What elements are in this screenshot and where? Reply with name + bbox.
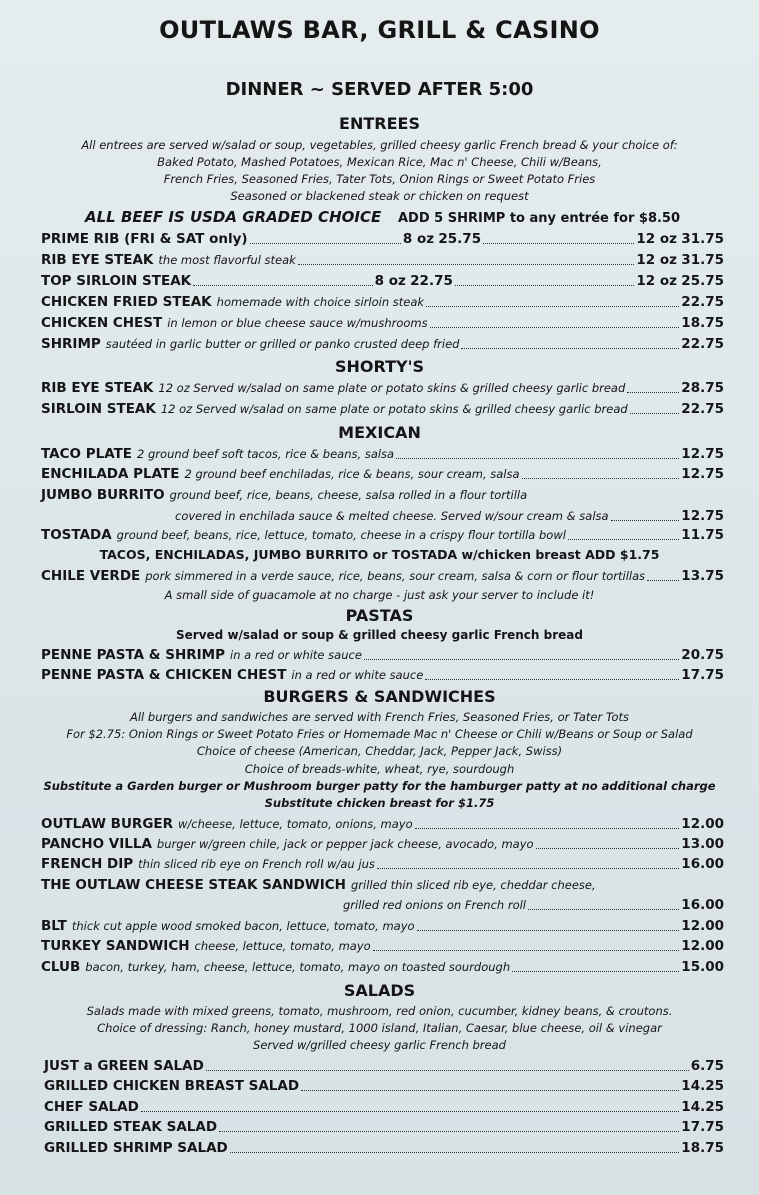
menu-item bbox=[41, 568, 724, 584]
menu-item bbox=[41, 647, 724, 663]
item-desc: thick cut apple wood smoked bacon, lettuce, tomato, mayo bbox=[71, 919, 415, 933]
item-desc: 12 oz Served w/salad on same plate or potato skins & grilled cheesy garlic bread bbox=[158, 381, 626, 395]
menu-item bbox=[41, 816, 724, 832]
item-price: 22.75 bbox=[681, 294, 724, 310]
item-name: CHICKEN CHEST bbox=[41, 315, 163, 331]
item-name: TOP SIRLOIN STEAK bbox=[41, 273, 192, 289]
leader-dots bbox=[528, 906, 679, 910]
entrees-note: All entrees are served w/salad or soup, vegetables, grilled cheesy garlic French bread & your choice of: bbox=[81, 138, 678, 152]
item-name: CLUB bbox=[41, 959, 81, 975]
menu-item bbox=[41, 401, 724, 417]
chicken-substitute-note: Substitute chicken breast for $1.75 bbox=[264, 796, 495, 810]
leader-dots bbox=[425, 676, 679, 680]
item-name: RIB EYE STEAK bbox=[41, 380, 154, 396]
menu-item bbox=[41, 856, 724, 872]
menu-item bbox=[41, 667, 724, 683]
dinner-subtitle: DINNER ~ SERVED AFTER 5:00 bbox=[225, 79, 534, 100]
burgers-note: Choice of cheese (American, Cheddar, Jack, Pepper Jack, Swiss) bbox=[196, 744, 563, 758]
leader-dots bbox=[426, 303, 679, 307]
item-desc: sautéed in garlic butter or grilled or panko crusted deep fried bbox=[105, 337, 460, 351]
item-price: 14.25 bbox=[681, 1099, 724, 1115]
item-desc: ground beef, rice, beans, cheese, salsa rolled in a flour tortilla bbox=[169, 488, 528, 502]
salads-note: Choice of dressing: Ranch, honey mustard, 1000 island, Italian, Caesar, blue cheese, oil & vinegar bbox=[97, 1021, 662, 1035]
item-price: 12.00 bbox=[681, 938, 724, 954]
item-name: JUMBO BURRITO bbox=[41, 487, 165, 503]
mexican-heading: MEXICAN bbox=[338, 423, 421, 442]
leader-dots bbox=[647, 577, 679, 581]
item-price: 12.75 bbox=[681, 466, 724, 482]
menu-item bbox=[41, 836, 724, 852]
item-price: 14.25 bbox=[681, 1078, 724, 1094]
item-desc: thin sliced rib eye on French roll w/au jus bbox=[138, 857, 375, 871]
item-desc: cheese, lettuce, tomato, mayo bbox=[194, 939, 371, 953]
item-price: 12.00 bbox=[681, 918, 724, 934]
item-name: TACO PLATE bbox=[41, 446, 133, 462]
salads-note: Salads made with mixed greens, tomato, mushroom, red onion, cucumber, kidney beans, & croutons. bbox=[86, 1004, 673, 1018]
item-name: GRILLED CHICKEN BREAST SALAD bbox=[44, 1078, 300, 1094]
item-name: ENCHILADA PLATE bbox=[41, 466, 180, 482]
item-desc: in lemon or blue cheese sauce w/mushrooms bbox=[167, 316, 428, 330]
item-price: 18.75 bbox=[681, 1140, 724, 1156]
item-desc: the most flavorful steak bbox=[158, 253, 296, 267]
leader-dots bbox=[396, 455, 679, 459]
item-price: 17.75 bbox=[681, 667, 724, 683]
add-shrimp-note: ADD 5 SHRIMP to any entrée for $8.50 bbox=[398, 211, 681, 226]
leader-dots bbox=[455, 282, 635, 286]
leader-dots bbox=[630, 410, 680, 414]
menu-item bbox=[41, 918, 724, 934]
entrees-note: Seasoned or blackened steak or chicken on request bbox=[230, 189, 529, 203]
leader-dots bbox=[430, 324, 680, 328]
entrees-note: Baked Potato, Mashed Potatoes, Mexican Rice, Mac n' Cheese, Chili w/Beans, bbox=[157, 155, 602, 169]
menu-item bbox=[41, 252, 724, 268]
item-price: 22.75 bbox=[681, 336, 724, 352]
item-name: TOSTADA bbox=[41, 527, 112, 543]
item-desc: covered in enchilada sauce & melted cheese. Served w/sour cream & salsa bbox=[175, 509, 609, 523]
burgers-heading: BURGERS & SANDWICHES bbox=[263, 687, 496, 706]
item-price: 22.75 bbox=[681, 401, 724, 417]
menu-item bbox=[41, 294, 724, 310]
entrees-heading: ENTREES bbox=[339, 114, 420, 133]
burgers-note: All burgers and sandwiches are served with French Fries, Seasoned Fries, or Tater Tots bbox=[130, 710, 629, 724]
item-name: SHRIMP bbox=[41, 336, 101, 352]
item-desc: in a red or white sauce bbox=[230, 648, 362, 662]
item-size: 12 oz bbox=[636, 273, 677, 289]
item-price: 15.00 bbox=[681, 959, 724, 975]
burgers-note: For $2.75: Onion Rings or Sweet Potato Fries or Homemade Mac n' Cheese or Chili w/Beans or Soup or Salad bbox=[66, 727, 693, 741]
leader-dots bbox=[611, 517, 680, 521]
item-price: 25.75 bbox=[681, 273, 724, 289]
item-size: 12 oz bbox=[636, 231, 677, 247]
item-desc: burger w/green chile, jack or pepper jack cheese, avocado, mayo bbox=[156, 837, 534, 851]
leader-dots bbox=[461, 345, 679, 349]
item-size: 8 oz bbox=[374, 273, 406, 289]
leader-dots bbox=[417, 927, 680, 931]
item-price: 22.75 bbox=[410, 273, 453, 289]
menu-item bbox=[44, 1119, 724, 1135]
item-price: 25.75 bbox=[438, 231, 482, 247]
menu-item bbox=[41, 466, 724, 482]
item-price: 12.75 bbox=[681, 446, 724, 462]
leader-dots bbox=[536, 845, 680, 849]
item-name: PENNE PASTA & SHRIMP bbox=[41, 647, 226, 663]
item-size: 12 oz bbox=[636, 252, 677, 268]
item-desc: 12 oz Served w/salad on same plate or potato skins & grilled cheesy garlic bread bbox=[160, 402, 628, 416]
menu-item bbox=[41, 487, 724, 503]
item-price: 13.00 bbox=[681, 836, 724, 852]
item-price: 31.75 bbox=[681, 252, 724, 268]
leader-dots bbox=[483, 240, 634, 244]
item-name: CHILE VERDE bbox=[41, 568, 141, 584]
leader-dots bbox=[377, 865, 679, 869]
leader-dots bbox=[627, 389, 679, 393]
menu-item-continued bbox=[343, 897, 724, 913]
leader-dots bbox=[522, 475, 680, 479]
leader-dots bbox=[206, 1067, 689, 1071]
item-desc: in a red or white sauce bbox=[291, 668, 424, 682]
restaurant-title: OUTLAWS BAR, GRILL & CASINO bbox=[159, 16, 600, 44]
leader-dots bbox=[250, 240, 401, 244]
menu-item bbox=[41, 273, 724, 289]
item-name: TURKEY SANDWICH bbox=[41, 938, 190, 954]
leader-dots bbox=[512, 968, 679, 972]
entrees-note: French Fries, Seasoned Fries, Tater Tots, Onion Rings or Sweet Potato Fries bbox=[163, 172, 596, 186]
leader-dots bbox=[364, 656, 679, 660]
item-price: 16.00 bbox=[681, 856, 724, 872]
item-name: CHEF SALAD bbox=[44, 1099, 139, 1115]
item-name: SIRLOIN STEAK bbox=[41, 401, 156, 417]
menu-item bbox=[44, 1140, 724, 1156]
item-price: 6.75 bbox=[690, 1058, 724, 1074]
item-price: 28.75 bbox=[681, 380, 724, 396]
item-name: BLT bbox=[41, 918, 67, 934]
item-desc: bacon, turkey, ham, cheese, lettuce, tomato, mayo on toasted sourdough bbox=[85, 960, 511, 974]
salads-heading: SALADS bbox=[343, 981, 416, 1000]
item-price: 16.00 bbox=[681, 897, 724, 913]
garden-burger-note: Substitute a Garden burger or Mushroom burger patty for the hamburger patty at no additional charge bbox=[43, 779, 716, 793]
menu-item bbox=[41, 938, 724, 954]
burgers-note: Choice of breads-white, wheat, rye, sourdough bbox=[244, 762, 515, 776]
item-price: 18.75 bbox=[681, 315, 724, 331]
menu-item bbox=[41, 877, 724, 893]
item-name: CHICKEN FRIED STEAK bbox=[41, 294, 212, 310]
leader-dots bbox=[373, 947, 680, 951]
pastas-heading: PASTAS bbox=[345, 606, 414, 625]
menu-item bbox=[41, 231, 724, 247]
item-size: 8 oz bbox=[402, 231, 435, 247]
leader-dots bbox=[219, 1128, 679, 1132]
item-price: 12.00 bbox=[681, 816, 724, 832]
item-price: 11.75 bbox=[681, 527, 724, 543]
item-name: THE OUTLAW CHEESE STEAK SANDWICH bbox=[41, 877, 346, 893]
item-price: 20.75 bbox=[681, 647, 724, 663]
item-name: GRILLED SHRIMP SALAD bbox=[44, 1140, 228, 1156]
item-desc: ground beef, beans, rice, lettuce, tomato, cheese in a crispy flour tortilla bowl bbox=[116, 528, 566, 542]
item-name: FRENCH DIP bbox=[41, 856, 134, 872]
menu-item bbox=[41, 446, 724, 462]
pastas-note: Served w/salad or soup & grilled cheesy garlic French bread bbox=[176, 628, 583, 642]
leader-dots bbox=[415, 825, 680, 829]
item-price: 31.75 bbox=[681, 231, 724, 247]
leader-dots bbox=[298, 261, 635, 265]
item-name: JUST a GREEN SALAD bbox=[44, 1058, 204, 1074]
menu-item bbox=[44, 1058, 724, 1074]
menu-item bbox=[44, 1078, 724, 1094]
item-name: PENNE PASTA & CHICKEN CHEST bbox=[41, 667, 287, 683]
salads-note: Served w/grilled cheesy garlic French bread bbox=[253, 1038, 506, 1052]
item-price: 12.75 bbox=[681, 508, 724, 524]
item-desc: 2 ground beef enchiladas, rice & beans, sour cream, salsa bbox=[184, 467, 520, 481]
leader-dots bbox=[230, 1149, 680, 1153]
leader-dots bbox=[568, 536, 679, 540]
item-name: OUTLAW BURGER bbox=[41, 816, 174, 832]
menu-item bbox=[41, 959, 724, 975]
menu-item bbox=[44, 1099, 724, 1115]
item-name: PANCHO VILLA bbox=[41, 836, 152, 852]
menu-item-continued bbox=[175, 508, 724, 524]
item-desc: pork simmered in a verde sauce, rice, beans, sour cream, salsa & corn or flour tortillas bbox=[145, 569, 646, 583]
leader-dots bbox=[301, 1087, 679, 1091]
leader-dots bbox=[193, 282, 373, 286]
item-desc: w/cheese, lettuce, tomato, onions, mayo bbox=[178, 817, 413, 831]
guacamole-note: A small side of guacamole at no charge - just ask your server to include it! bbox=[164, 588, 595, 602]
menu-item bbox=[41, 315, 724, 331]
menu-item bbox=[41, 336, 724, 352]
item-desc: grilled thin sliced rib eye, cheddar cheese, bbox=[350, 878, 596, 892]
item-desc: grilled red onions on French roll bbox=[343, 898, 527, 912]
leader-dots bbox=[141, 1108, 680, 1112]
chicken-add-note: TACOS, ENCHILADAS, JUMBO BURRITO or TOSTADA w/chicken breast ADD $1.75 bbox=[99, 547, 660, 562]
item-desc: homemade with choice sirloin steak bbox=[216, 295, 425, 309]
item-name: GRILLED STEAK SALAD bbox=[44, 1119, 218, 1135]
item-name: PRIME RIB (FRI & SAT only) bbox=[41, 231, 248, 247]
item-price: 13.75 bbox=[681, 568, 724, 584]
menu-item bbox=[41, 380, 724, 396]
item-name: RIB EYE STEAK bbox=[41, 252, 154, 268]
item-desc: 2 ground beef soft tacos, rice & beans, salsa bbox=[137, 447, 395, 461]
menu-item bbox=[41, 527, 724, 543]
shortys-heading: SHORTY'S bbox=[334, 357, 425, 376]
usda-beef-note: ALL BEEF IS USDA GRADED CHOICE bbox=[85, 208, 382, 226]
item-price: 17.75 bbox=[681, 1119, 724, 1135]
